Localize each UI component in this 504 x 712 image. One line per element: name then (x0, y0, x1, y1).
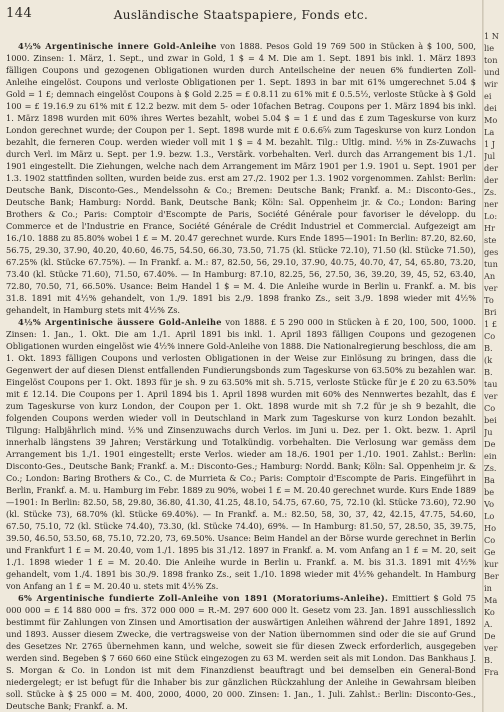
edge-fragment: B. (484, 367, 493, 377)
edge-fragment: Fra (484, 667, 499, 677)
edge-fragment: ver (484, 643, 498, 653)
edge-fragment: Bri (484, 307, 497, 317)
edge-fragment: wir (484, 79, 498, 89)
edge-fragment: Mo (484, 115, 498, 125)
edge-fragment: kur (484, 559, 499, 569)
edge-fragment: 1 £ (484, 319, 498, 329)
edge-fragment: be (484, 487, 495, 497)
section-heading: 4½% Argentinische äussere Gold-Anleihe (18, 317, 222, 327)
section-argentine-internal-gold-loan (6, 40, 476, 316)
section-heading: 4½% Argentinische innere Gold-Anleihe (18, 41, 217, 51)
edge-fragment: ei (484, 91, 492, 101)
edge-fragment: 1 N (484, 31, 499, 41)
edge-fragment: ver (484, 391, 498, 401)
edge-fragment: Co (484, 535, 496, 545)
body-text (6, 40, 476, 712)
edge-fragment: der (484, 163, 499, 173)
section-text: von 1888. £ 5 290 000 in Stücken à £ 20, 100, 500, 1000. Zinsen: 1. Jan., 1. Okt. Die am 1./1. April 1891 bis inkl. 1. April 1893 fälligen Coupons und gezogenen Obligationen wurden eingelöst wie 4½% innere Gold-Anleihe von 1888. Die Nationalregierung beschloss, die am 1. Okt. 1893 fälligen Coupons und verlosten Obligationen in der Weise zur Einlösung zu bringen, dass die Gegenwert der auf diesen Dienst entfallenden Fundierungsbonds zum Tageskurse von 63.50% zu bezahlen war. Eingelöst Coupons per 1. Okt. 1893 für je sh. 9 zu 63.50% mit sh. 5.715, verloste Stücke für je £ 20 zu 63.50% mit £ 12.14. Die Coupons per 1. April 1894 bis 1. April 1898 wurden mit 60% des Nennwertes bezahlt, das £ zum Tageskurse von kurz London, der Coupon per 1. Okt. 1898 wurde mit sh 7.2 für je sh 9 bezahlt, die folgenden Coupons werden wieder voll in Deutschland in Mark zum Tageskurse von kurz London bezahlt. Tilgung: Halbjährlich mind. ½% und Zinsenzuwachs durch Verlos. im Juni u. Dez. per 1. Okt. bezw. 1. April innerhalb längstens 39 Jahren; Verstärkung und Totalkündig. vorbehalten. Die Verlosung war gemäss dem Arrangement bis 1./1. 1901 eingestellt; erste Verlos. wieder am 18./6. 1901 per 1./10. 1901. Zahlst.: Berlin: Disconto-Ges., Deutsche Bank; Frankf. a. M.: Disconto-Ges.; Hamburg: Nordd. Bank; Köln: Sal. Oppenheim jr. & Co.; London: Baring Brothers & Co., C. de Murrieta & Co.; Paris: Comptoir d'Escompte de Paris. Eingeführt in Berlin, Frankf. a. M. u. Hamburg im Febr. 1889 zu 90%, wobei 1 £ = M. 20.40 gerechnet wurde. Kurs Ende 1889—1901: In Berlin: 82.50, 58, 29.80, 36.80, 41.30, 41.25, 48.10, 54.75, 67.60, 75, 72.10 (kl. Stücke 73.60), 72.90 (kl. Stücke 73), 68.70% (kl. Stücke 69.40%). — In Frankf. a. M.: 82.50, 58, 30, 37, 42, 42.15, 47.75, 54.60, 67.50, 75.10, 72 (kl. Stücke 74.40), 73.30, (kl. Stücke 74.40), 69%. — In Hamburg: 81.50, 57, 28.50, 35, 39.75, 39.50, 46.50, 53.50, 68, 75.10, 72.20, 73, 69.50%. Usance: Beim Handel an der Börse wurde gerechnet in Berlin und Frankfurt 1 £ = M. 20.40, vom 1./1. 1895 bis 31./12. 1897 in Frankf. a. M. vom Anfang an 1 £ = M. 20, seit 1./1. 1898 wieder 1 £ = M. 20.40. Die Anleihe wurde in Berlin u. Frankf. a. M. bis 31.3. 1891 mit 4½% gehandelt, vom 1./4. 1891 bis 30./9. 1898 franko Zs., seit 1./10. 1898 wieder mit 4½% gehandelt. In Hamburg von Anfang an 1 £ = M. 20.40 u. stets mit 4½% Zs. (6, 317, 476, 591)
edge-fragment: lie (484, 43, 495, 53)
adjacent-page-edge (484, 30, 504, 678)
edge-fragment: tau (484, 379, 498, 389)
section-text: Emittiert $ Gold 75 000 000 = £ 14 880 000 = frs. 372 000 000 = R.-M. 297 600 000 lt. Gesetz vom 23. Jan. 1891 ausschliesslich bestimmt für Zahlungen von Zinsen und Amortisation der auswärtigen Anleihen während der Jahre 1891, 1892 und 1893. Ausser diesem Zwecke, die vertragsweise von der Nation übernommen sind oder die sie auf Grund des Gesetzes Nr. 2765 übernehmen kann, und welche, soweit sie für diesen Zweck erforderlich, ausgegeben werden sind. Begeben $ 7 660 660 eine Stück eingezogen zu 63 M. werden seit als mit London. Das Bankhaus J. S. Morgan & Co. in London ist mit dem Finanzdienst beauftragt und bei demselben ein General-Bond niedergelegt; er ist befugt für die Inhaber bis zur gänzlichen Rückzahlung der Anleihe in Gewahrsam bleiben soll. Stücke à $ 25 000 = M. 400, 2000, 4000, 20 000. Zinsen: 1. Jan., 1. Juli. Zahlst.: Berlin: Disconto-Ges., Deutsche Bank; Frankf. a. M. (6, 593, 476, 711)
edge-fragment: tun (484, 259, 498, 269)
edge-fragment: Zs. (484, 463, 497, 473)
edge-fragment: ver (484, 283, 498, 293)
edge-fragment: 1 J (484, 139, 496, 149)
edge-fragment: Zs. (484, 187, 497, 197)
edge-fragment: ner (484, 199, 499, 209)
edge-fragment: Co (484, 331, 496, 341)
edge-fragment: A. (484, 619, 493, 629)
edge-fragment: Ma (484, 595, 498, 605)
page-header (6, 6, 476, 30)
edge-fragment: Lo (484, 511, 495, 521)
edge-fragment: der (484, 175, 499, 185)
edge-fragment: in (484, 583, 492, 593)
section-heading: 6% Argentinische fundierte Zoll-Anleihe von 1891 (Moratoriums-Anleihe). (18, 593, 389, 603)
edge-fragment: Ho (484, 523, 497, 533)
edge-fragment: La (484, 127, 495, 137)
edge-fragment: und (484, 67, 500, 77)
edge-fragment: To (484, 295, 494, 305)
edge-fragment: Hr (484, 223, 496, 233)
edge-fragment: (k (484, 355, 493, 365)
edge-fragment: Jul (484, 151, 496, 161)
edge-fragment: ton (484, 55, 498, 65)
edge-fragment: dei (484, 103, 497, 113)
edge-fragment: Lo: (484, 211, 498, 221)
edge-fragment: ges (484, 247, 499, 257)
edge-fragment: Ko (484, 607, 495, 617)
edge-fragment: Vo (484, 499, 495, 509)
section-argentine-customs-loan (6, 592, 476, 712)
edge-fragment: De (484, 439, 496, 449)
edge-fragment: An (484, 271, 496, 281)
section-argentine-external-gold-loan (6, 316, 476, 592)
edge-fragment: Ju (484, 427, 493, 437)
edge-fragment: Ber (484, 571, 499, 581)
edge-fragment: B. (484, 655, 493, 665)
page-number: 144 (6, 6, 33, 21)
edge-fragment: ein (484, 451, 497, 461)
edge-fragment: Ge (484, 547, 496, 557)
running-title: Ausländische Staatspapiere, Fonds etc. (113, 8, 369, 22)
edge-fragment: De (484, 631, 496, 641)
edge-fragment: Ba (484, 475, 495, 485)
edge-fragment: bei (484, 415, 497, 425)
edge-fragment: Co (484, 403, 496, 413)
section-text: von 1888. Pesos Gold 19 769 500 in Stücken à $ 100, 500, 1000. Zinsen: 1. März, 1. Sept., und zwar in Gold, 1 $ = 4 M. Die am 1. Sept. 1891 bis inkl. 1. März 1893 fälligen Coupons und gezogenen Obligationen wurden durch Anteilscheine der neuen 6% fundierten Zoll-Anleihe eingelöst. Coupons und verloste Obligationen per 1. Sept. 1893 in bar mit 61% umgerechnet 5.04 $ Gold = 1 £; demnach eingelöst Coupons à $ Gold 2.25 = £ 0.8.11 zu 61% mit £ 0.5.5½, verloste Stücke à $ Gold 100 = £ 19.16.9 zu 61% mit £ 12.2 bezw. mit dem 5- oder 10fachen Betrag. Coupons per 1. März 1894 bis inkl. 1. März 1898 wurden mit 60% ihres Wertes bezahlt, wobei 5.04 $ = 1 £ und das £ zum Tageskurse von kurz London gerechnet wurde; der Coupon per 1. Sept. 1898 wurde mit £ 0.6.6⅝ zum Tageskurse von kurz London bezahlt, die ferneren Coup. werden wieder voll mit 1 $ = 4 M. bezahlt. Tilg.: Ultlg. mind. ½% in Zs-Zuwachs durch Verl. im März u. Sept. per 1.9. bezw. 1.3., Verstärk. vorbehalten. Verl. durch das Arrangement bis 1./1. 1901 eingestellt. Die Ziehungen, welche nach dem Arrangement im März 1901 per 1.9. 1901 u. Sept. 1901 per 1.3. 1902 stattfinden sollten, wurden beide zus. erst am 27./2. 1902 per 1.3. 1902 vorgenommen. Zahlst: Berlin: Deutsche Bank, Disconto-Ges., Mendelssohn & Co.; Bremen: Deutsche Bank; Frankf. a. M.: Disconto-Ges., Deutsche Bank; Hamburg: Nordd. Bank, Deutsche Bank; Köln: Sal. Oppenheim jr. & Co.; London: Baring Brothers & Co.; Paris: Comptoir d'Escompte de Paris, Société Générale pour favoriser le développ. du Commerce et de l'Industrie en France, Société Générale de Crédit Industriel et Commercial. Aufgezeigt am 16./10. 1888 zu 85.80% wobei 1 £ = M. 20.47 gerechnet wurde. Kurs Ende 1895—1901: In Berlin: 87.20, 82.60, 56.75, 29.30, 37.90, 40.20, 40.60, 46.75, 54.50, 66.30, 73.50, 71.75 (kl. Stücke 72.10), 71.50 (kl. Stücke 71.50), 67.25% (kl. Stücke 67.75%). — In Frankf. a. M.: 87, 82.50, 56, 29.10, 37.90, 40.75, 40.70, 47, 54, 65.80, 73.20, 73.40 (kl. Stücke 71.60), 71.50, 67.40%. — In Hamburg: 87.10, 82.25, 56, 27.50, 36, 39.20, 39, 45, 52, 63.40, 72.80, 70.50, 71, 66.50%. Usance: Beim Handel 1 $ = M. 4. Die Anleihe wurde in Berlin u. Frankf. a. M. bis 31.8. 1891 mit 4½% gehandelt, von 1./9. 1891 bis 2./9. 1898 franko Zs., seit 3./9. 1898 wieder mit 4½% gehandelt, in Hamburg stets mit 4½% Zs. (6, 41, 477, 315)
edge-fragment: B. (484, 343, 493, 353)
edge-fragment: ste (484, 235, 497, 245)
